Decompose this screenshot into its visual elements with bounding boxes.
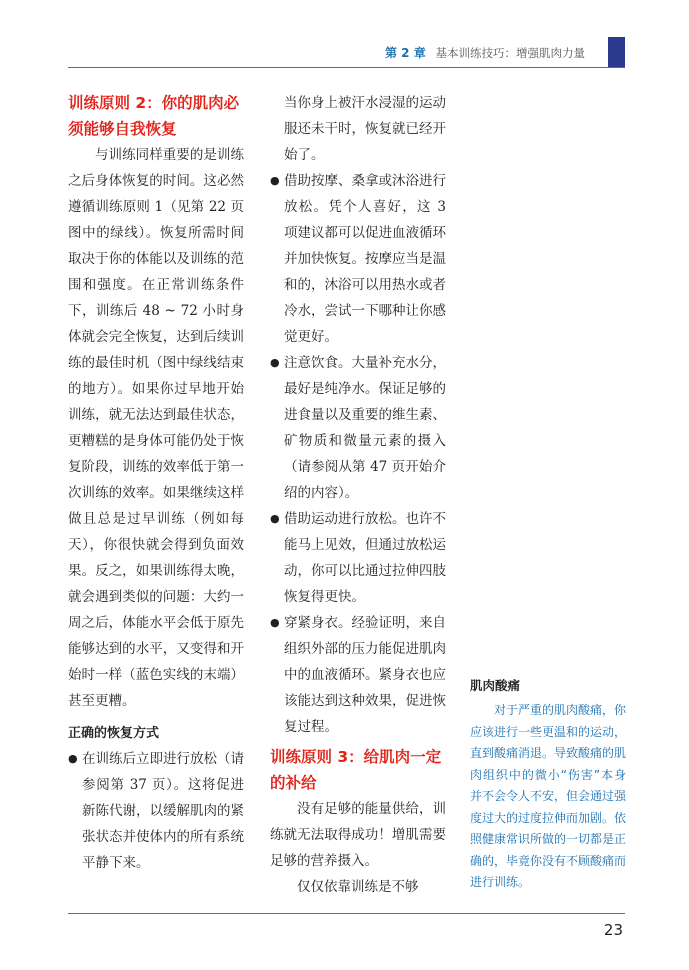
list-item xyxy=(270,168,446,350)
sidebar-title: 肌肉酸痛 xyxy=(470,678,521,693)
bullet-icon: ● xyxy=(270,174,280,187)
column-left xyxy=(68,90,244,876)
principle-3-heading: 训练原则 3：给肌肉一定的补给 xyxy=(270,748,442,792)
bullet-icon: ● xyxy=(68,752,78,765)
list-item xyxy=(270,610,446,740)
list-item-text: 借助运动进行放松。也许不能马上见效，但通过放松运动，你可以比通过拉伸四肢恢复得更快。 xyxy=(284,511,446,605)
list-item-text: 注意饮食。大量补充水分，最好是纯净水。保证足够的进食量以及重要的维生素、矿物质和微量元素的摄入（请参阅从第 47 页开始介绍的内容）。 xyxy=(284,355,446,501)
list-item xyxy=(270,506,446,610)
list-item xyxy=(270,350,446,506)
bullet-icon: ● xyxy=(270,512,280,525)
running-header xyxy=(385,43,605,63)
section-title: 基本训练技巧：增强肌肉力量 xyxy=(435,46,586,60)
footer-rule xyxy=(68,913,625,914)
list-item-text: 在训练后立即进行放松（请参阅第 37 页）。这将促进新陈代谢，以缓解肌肉的紧张状态并使体内的所有系统平静下来。 xyxy=(82,751,244,871)
bullet-icon: ● xyxy=(270,616,280,629)
chapter-label: 第 2 章 xyxy=(385,46,426,60)
principle-3-paragraph: 没有足够的能量供给，训练就无法取得成功！增肌需要足够的营养摄入。 xyxy=(270,801,446,869)
list-item xyxy=(68,746,244,876)
recovery-subheading: 正确的恢复方式 xyxy=(68,726,160,741)
list-item-text: 穿紧身衣。经验证明，来自组织外部的压力能促进肌肉中的血液循环。紧身衣也应该能达到这种效果，促进恢复过程。 xyxy=(284,615,446,735)
sidebar-body: 对于严重的肌肉酸痛，你应该进行一些更温和的运动，直到酸痛消退。导致酸痛的肌肉组织中的微小“伤害”本身并不会令人不安，但会通过强度过大的过度拉伸而加剧。依照健康常识所做的一切都是正确的，毕竟你没有不顾酸痛而进行训练。 xyxy=(470,703,627,889)
header-color-block xyxy=(608,37,625,68)
bullet-continuation: 当你身上被汗水浸湿的运动服还未干时，恢复就已经开始了。 xyxy=(284,95,446,163)
header-rule xyxy=(68,67,625,68)
principle-2-heading: 训练原则 2：你的肌肉必须能够自我恢复 xyxy=(68,94,240,138)
sidebar-box xyxy=(470,676,626,894)
bullet-icon: ● xyxy=(270,356,280,369)
column-middle xyxy=(270,90,446,900)
page-number: 23 xyxy=(603,921,623,939)
list-item-text: 借助按摩、桑拿或沐浴进行放松。凭个人喜好，这 3 项建议都可以促进血液循环并加快恢复。按摩应当是温和的，沐浴可以用热水或者冷水，尝试一下哪种让你感觉更好。 xyxy=(284,173,446,345)
principle-3-paragraph-cont: 仅仅依靠训练是不够 xyxy=(297,879,419,895)
principle-2-paragraph: 与训练同样重要的是训练之后身体恢复的时间。这必然遵循训练原则 1（见第 22 页图中的绿线）。恢复所需时间取决于你的体能以及训练的范围和强度。在正常训练条件下，训练后 48 ~ 72 小时身体就会完全恢复，达到后续训练的最佳时机（图中绿线结束的地方）。如果你过早地开始训练，就无法达到最佳状态，更糟糕的是身体可能仍处于恢复阶段，训练的效率低于第一次训练的效率。如果继续这样做且总是过早训练（例如每天），你很快就会得到负面效果。反之，如果训练得太晚，就会遇到类似的问题：大约一周之后，体能水平会低于原先能够达到的水平，又变得和开始时一样（蓝色实线的末端）甚至更糟。 xyxy=(68,147,244,709)
